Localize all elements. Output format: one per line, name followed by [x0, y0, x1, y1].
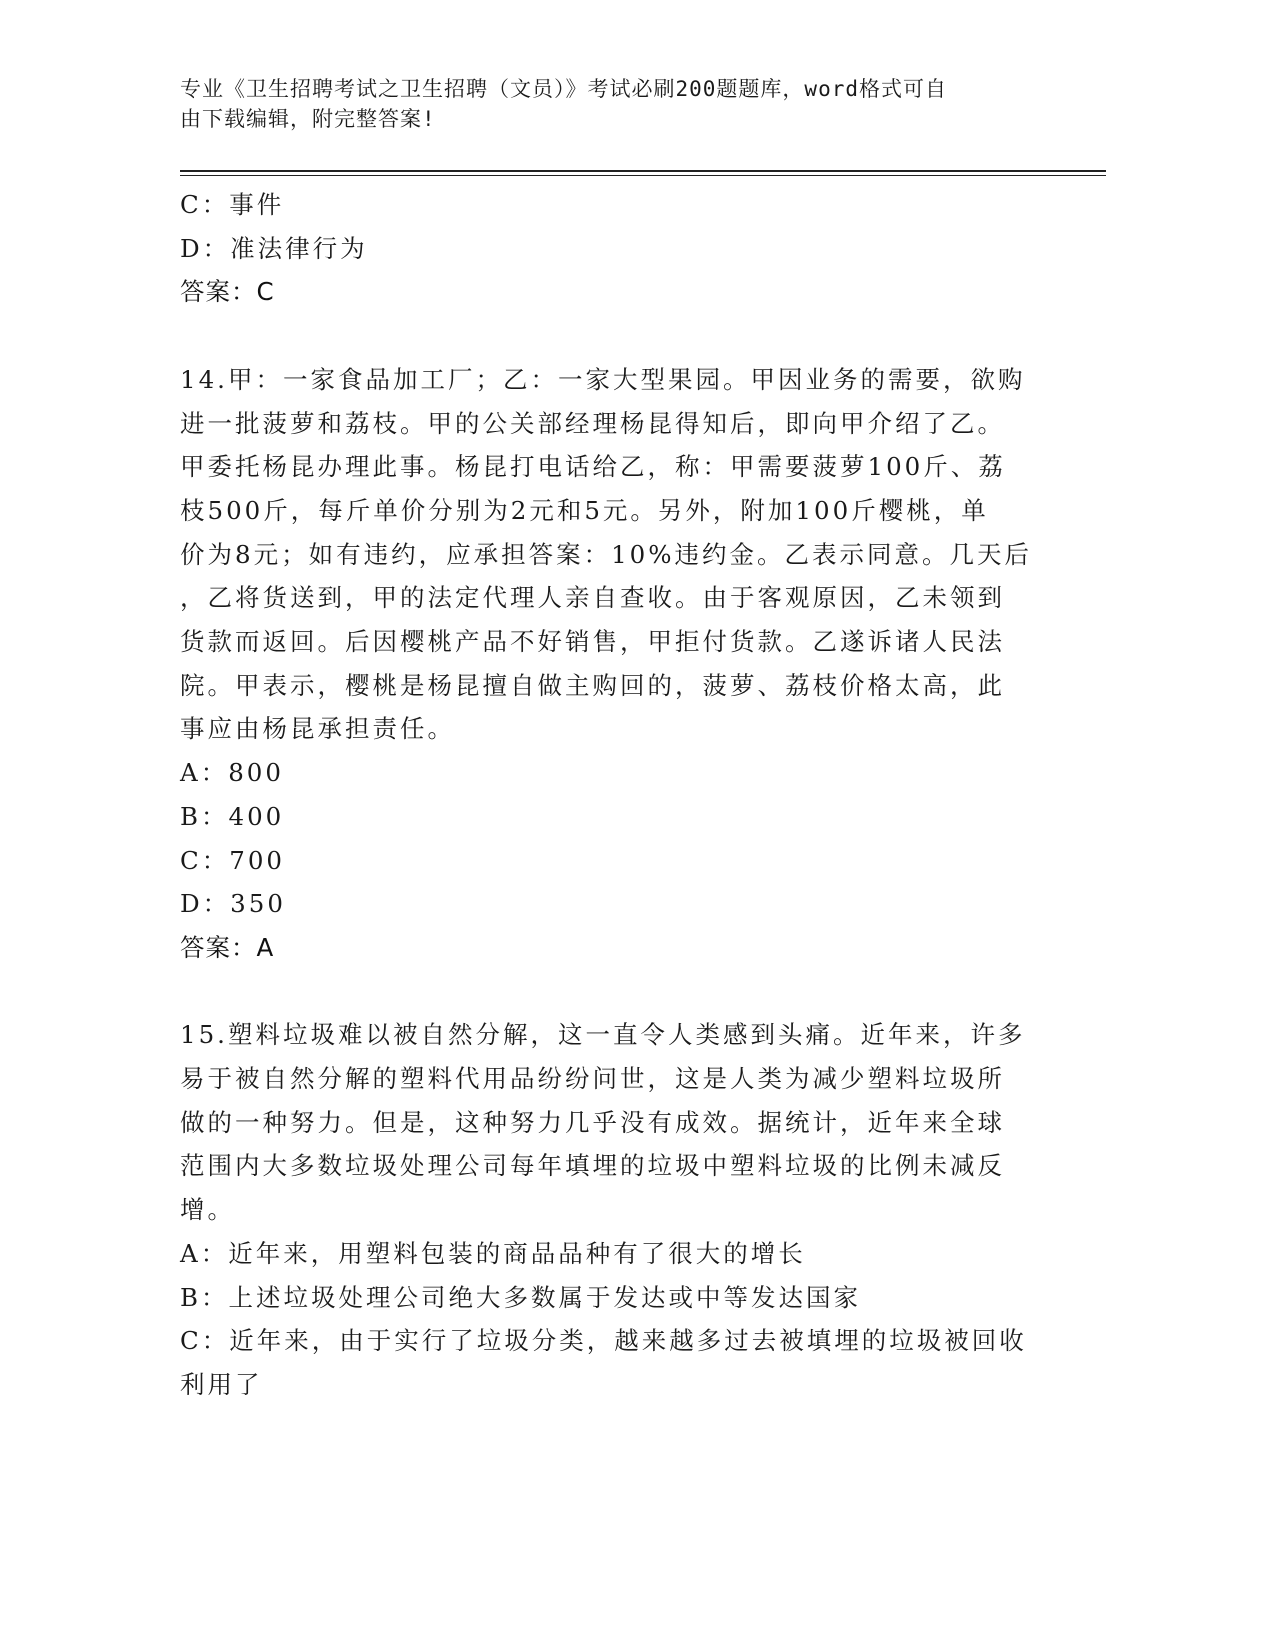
q14-stem-line: 价为8元；如有违约，应承担答案：10%违约金。乙表示同意。几天后 [180, 539, 1033, 569]
q14-stem-line: 事应由杨昆承担责任。 [180, 714, 455, 744]
q14-stem-line: 14.甲：一家食品加工厂；乙：一家大型果园。甲因业务的需要，欲购 [180, 364, 1026, 394]
header-title-line-2: 由下载编辑，附完整答案! [180, 107, 436, 131]
q15-stem-line: 增。 [180, 1195, 235, 1225]
q14-option-d: D：350 [180, 889, 286, 919]
q14-answer: 答案：A [180, 932, 275, 962]
page-header [180, 74, 1060, 134]
spacer [180, 314, 1060, 358]
q15-option-a: A：近年来，用塑料包装的商品品种有了很大的增长 [180, 1238, 806, 1268]
q14-option-b: B：400 [180, 801, 285, 831]
q13-option-c: C：事件 [180, 190, 285, 219]
header-divider [180, 170, 1106, 176]
q14-option-a: A：800 [180, 758, 284, 788]
spacer [180, 970, 1060, 1014]
header-title-line-1: 专业《卫生招聘考试之卫生招聘（文员）》考试必刷200题题库，word格式可自 [180, 77, 947, 101]
q14-stem-line: 甲委托杨昆办理此事。杨昆打电话给乙，称：甲需要菠萝100斤、荔 [180, 452, 1006, 482]
question-15 [180, 1013, 1060, 1406]
q15-stem-line: 做的一种努力。但是，这种努力几乎没有成效。据统计，近年来全球 [180, 1107, 1005, 1137]
question-13 [180, 183, 1060, 314]
q14-stem-line: 货款而返回。后因樱桃产品不好销售，甲拒付货款。乙遂诉诸人民法 [180, 627, 1005, 657]
q14-option-c: C：700 [180, 845, 286, 875]
q14-stem-line: 枝500斤，每斤单价分别为2元和5元。另外，附加100斤樱桃，单 [180, 495, 989, 525]
q15-stem-line: 范围内大多数垃圾处理公司每年填埋的垃圾中塑料垃圾的比例未减反 [180, 1151, 1005, 1181]
q14-stem-line: 进一批菠萝和荔枝。甲的公关部经理杨昆得知后，即向甲介绍了乙。 [180, 408, 1005, 438]
q15-stem-line: 易于被自然分解的塑料代用品纷纷问世，这是人类为减少塑料垃圾所 [180, 1064, 1005, 1094]
q15-option-b: B：上述垃圾处理公司绝大多数属于发达或中等发达国家 [180, 1282, 862, 1312]
q14-stem-line: 院。甲表示，樱桃是杨昆擅自做主购回的，菠萝、荔枝价格太高，此 [180, 670, 1005, 700]
q14-stem-line: ，乙将货送到，甲的法定代理人亲自查收。由于客观原因，乙未领到 [180, 583, 1005, 613]
q15-option-c-line-1: C：近年来，由于实行了垃圾分类，越来越多过去被填埋的垃圾被回收 [180, 1326, 1027, 1356]
q13-answer: 答案：C [180, 277, 275, 307]
q15-stem-line: 15.塑料垃圾难以被自然分解，这一直令人类感到头痛。近年来，许多 [180, 1020, 1026, 1050]
q15-option-c-line-2: 利用了 [180, 1369, 263, 1399]
document-body [180, 183, 1060, 1407]
q13-option-d: D：准法律行为 [180, 233, 368, 263]
question-14 [180, 358, 1060, 970]
